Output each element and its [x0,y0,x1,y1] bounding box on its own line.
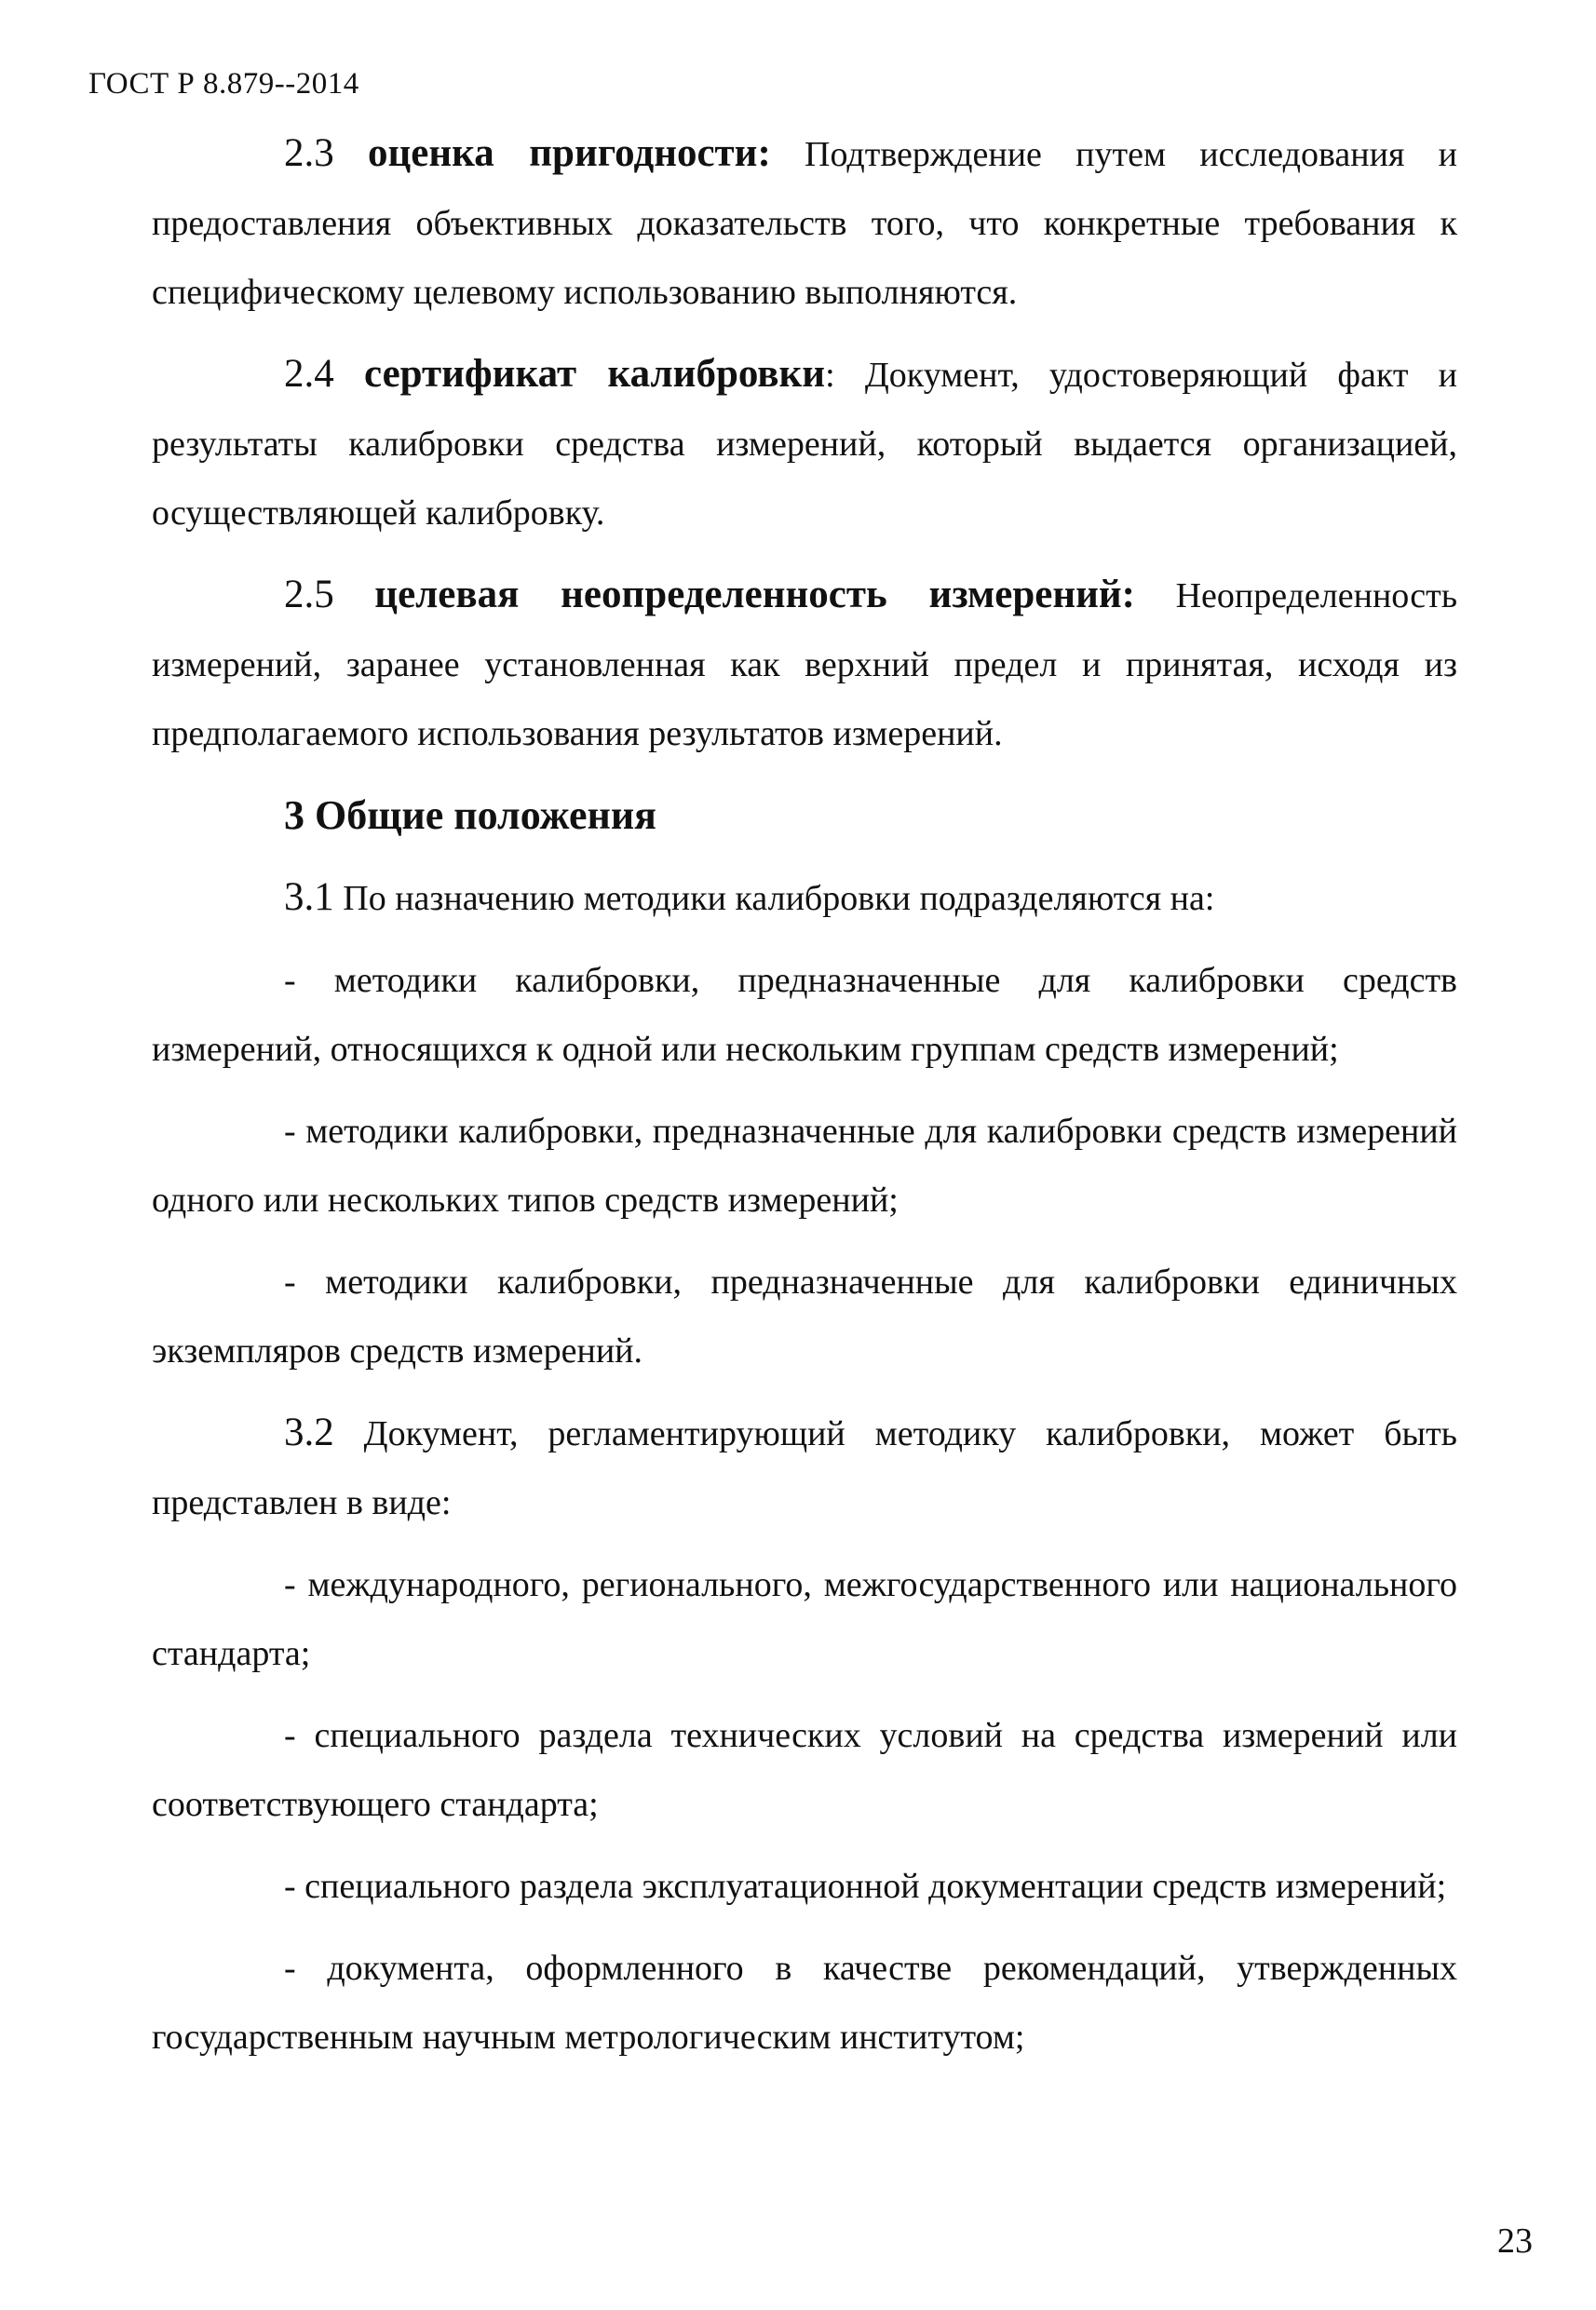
clause-3-2 [152,1398,1457,1537]
definition-2-3 [152,119,1457,327]
clause-number: 2.3 [284,131,334,175]
clause-text: Документ, регламентирующий методику калибровки, может быть представлен в виде: [152,1414,1457,1522]
list-item: - специального раздела технических условий на средства измерений или соответствующего стандарта; [152,1716,1457,1824]
document-code-header: ГОСТ Р 8.879--2014 [88,67,359,101]
list-item: - методики калибровки, предназначенные для калибровки средств измерений, относящихся к одной или нескольким группам средств измерений; [152,961,1457,1069]
section-heading: 3 Общие положения [284,792,656,838]
clause-number: 3.1 [284,875,334,919]
clause-number: 2.4 [284,352,334,396]
clause-number: 2.5 [284,573,334,616]
defined-term: сертификат калибровки [363,352,826,396]
list-item: - методики калибровки, предназначенные для калибровки единичных экземпляров средств измерений. [152,1263,1457,1371]
definition-text: Подтверждение путем исследования и предоставления объективных доказательств того, что конкретные требования к специфическому целевому использованию выполняются. [152,135,1458,312]
list-item: - международного, регионального, межгосударственного или национального стандарта; [152,1565,1457,1673]
definition-text: : Документ, удостоверяющий факт и результаты калибровки средства измерений, который выдается организацией, осуществляющей калибровку. [152,356,1457,533]
clause-text: По назначению методики калибровки подразделяются на: [343,879,1215,918]
list-item: - методики калибровки, предназначенные для калибровки средств измерений одного или нескольких типов средств измерений; [152,1112,1457,1220]
clause-number: 3.2 [284,1411,334,1454]
list-item: - специального раздела эксплуатационной документации средств измерений; [284,1867,1447,1906]
page-content [152,119,1457,2085]
page-number: 23 [1497,2222,1533,2261]
defined-term: целевая неопределенность измерений: [374,573,1136,616]
definition-text: Неопределенность измерений, заранее установленная как верхний предел и принятая, исходя из предполагаемого использования результатов измерений. [152,576,1458,753]
list-item: - документа, оформленного в качестве рекомендаций, утвержденных государственным научным метрологическим институтом; [152,1949,1457,2057]
definition-2-4 [152,340,1457,547]
defined-term: оценка пригодности: [368,131,771,175]
definition-2-5 [152,561,1457,768]
clause-3-1 [152,863,1457,933]
